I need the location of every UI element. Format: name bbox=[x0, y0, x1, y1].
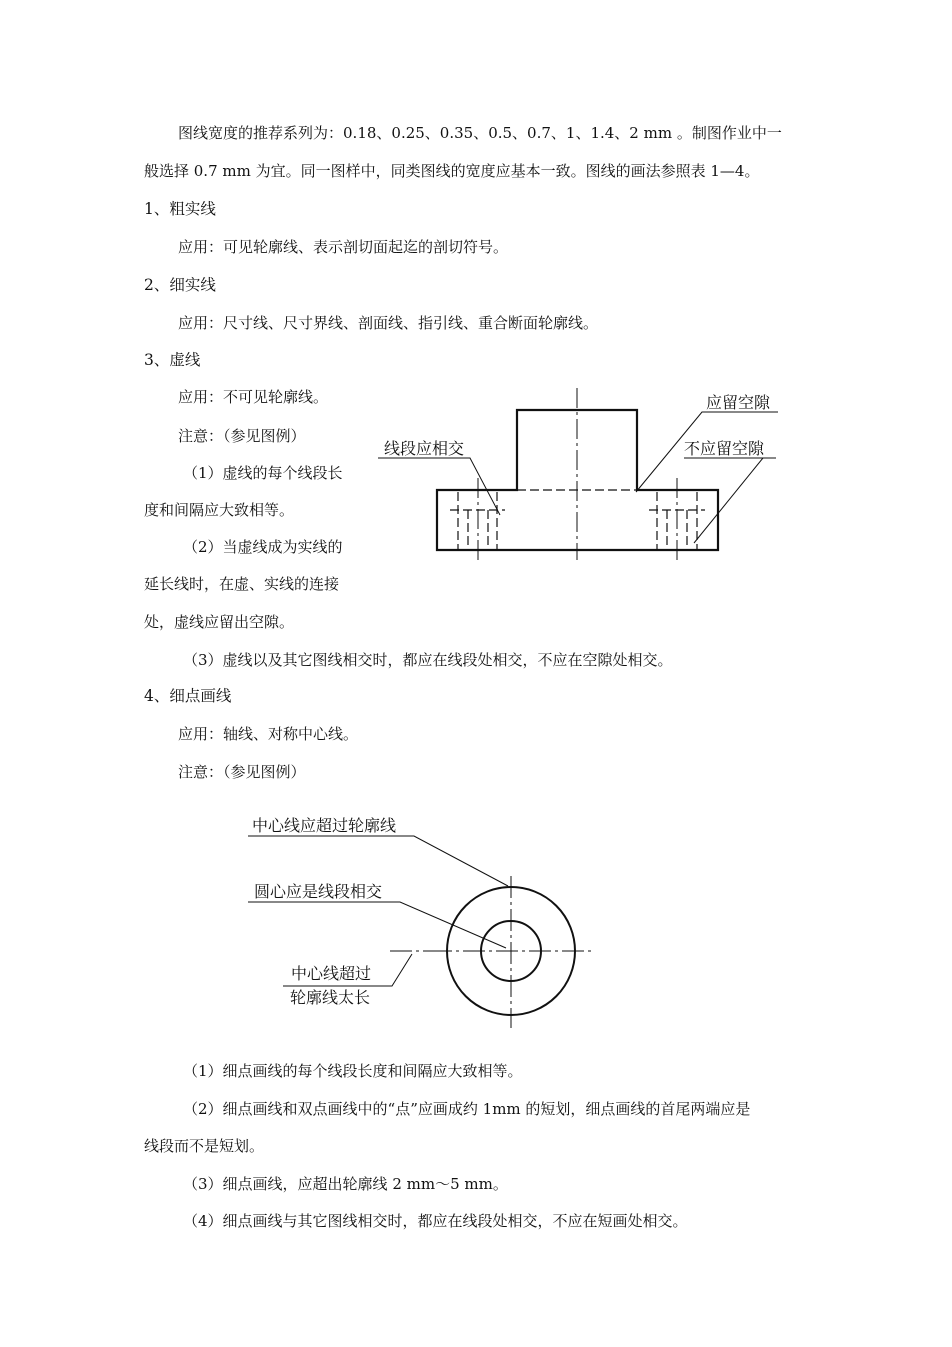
section-3-p2b: 延长线时，在虚、实线的连接 bbox=[144, 575, 340, 593]
center-lines-good bbox=[430, 876, 595, 1028]
section-3-use: 应用：不可见轮廓线。 bbox=[178, 388, 329, 406]
section-1-title: 1、粗实线 bbox=[144, 200, 216, 218]
section-4-p2b: 线段而不是短划。 bbox=[144, 1137, 265, 1155]
label-too-long-1: 中心线超过 bbox=[291, 964, 372, 983]
section-4-p1: （1）细点画线的每个线段长度和间隔应大致相等。 bbox=[183, 1062, 523, 1080]
section-4-p4: （4）细点画线与其它图线相交时，都应在线段处相交，不应在短画处相交。 bbox=[183, 1212, 688, 1230]
section-4-note: 注意：（参见图例） bbox=[178, 763, 306, 781]
section-3-note: 注意：（参见图例） bbox=[178, 427, 306, 445]
section-2-title: 2、细实线 bbox=[144, 276, 216, 294]
label-intersect: 线段应相交 bbox=[384, 439, 465, 458]
section-4-p3: （3）细点画线，应超出轮廓线 2 mm～5 mm。 bbox=[183, 1175, 508, 1193]
intro-line-2: 般选择 0.7 mm 为宜。同一图样中，同类图线的宽度应基本一致。图线的画法参照表 1—4。 bbox=[144, 162, 760, 180]
section-3-p1a: （1）虚线的每个线段长 bbox=[183, 464, 343, 482]
leader-lines bbox=[248, 836, 508, 986]
label-too-long-2: 轮廓线太长 bbox=[290, 988, 371, 1007]
section-4-p2a: （2）细点画线和双点画线中的“点”应画成约 1mm 的短划，细点画线的首尾两端应是 bbox=[183, 1100, 751, 1118]
label-no-gap: 不应留空隙 bbox=[684, 439, 765, 458]
section-1-use: 应用：可见轮廓线、表示剖切面起迄的剖切符号。 bbox=[178, 238, 509, 256]
section-4-title: 4、细点画线 bbox=[144, 687, 232, 705]
section-3-p2c: 处，虚线应留出空隙。 bbox=[144, 613, 295, 631]
section-2-use: 应用：尺寸线、尺寸界线、剖面线、指引线、重合断面轮廓线。 bbox=[178, 314, 599, 332]
label-exceed: 中心线应超过轮廓线 bbox=[252, 816, 397, 835]
section-4-use: 应用：轴线、对称中心线。 bbox=[178, 725, 359, 743]
label-center: 圆心应是线段相交 bbox=[254, 882, 383, 901]
section-3-p1b: 度和间隔应大致相等。 bbox=[144, 501, 295, 519]
intro-line-1: 图线宽度的推荐系列为：0.18、0.25、0.35、0.5、0.7、1、1.4、2 mm 。制图作业中一 bbox=[178, 124, 782, 142]
section-3-p2a: （2）当虚线成为实线的 bbox=[183, 538, 343, 556]
section-3-title: 3、虚线 bbox=[144, 351, 201, 369]
section-3-p3: （3）虚线以及其它图线相交时，都应在线段处相交，不应在空隙处相交。 bbox=[183, 651, 673, 669]
label-gap: 应留空隙 bbox=[706, 393, 771, 412]
